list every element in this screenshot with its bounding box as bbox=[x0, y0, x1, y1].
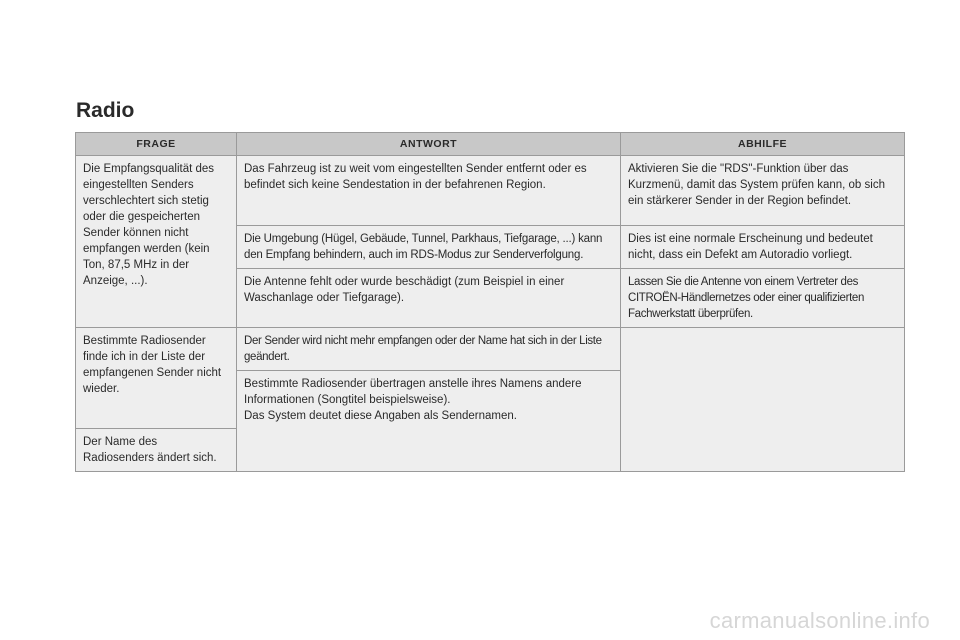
answer-cell: Bestimmte Radiosender übertragen anstelle ihres Namens andere Informationen (Songtitel beispielsweise). Das System deutet diese Angaben als Sendernamen. bbox=[237, 371, 621, 472]
table-row bbox=[76, 328, 905, 371]
answer-cell: Die Umgebung (Hügel, Gebäude, Tunnel, Parkhaus, Tiefgarage, ...) kann den Empfang behindern, auch im RDS-Modus zur Senderverfolgung. bbox=[237, 226, 621, 269]
answer-cell: Der Sender wird nicht mehr empfangen oder der Name hat sich in der Liste geändert. bbox=[237, 328, 621, 371]
remedy-cell: Dies ist eine normale Erscheinung und bedeutet nicht, dass ein Defekt am Autoradio vorliegt. bbox=[621, 226, 905, 269]
remedy-cell: Aktivieren Sie die "RDS"-Funktion über das Kurzmenü, damit das System prüfen kann, ob sich ein stärkerer Sender in der Region befindet. bbox=[621, 156, 905, 226]
table-header-row bbox=[76, 133, 905, 156]
remedy-cell-empty bbox=[621, 328, 905, 472]
page-title: Radio bbox=[76, 99, 135, 122]
column-header-antwort: ANTWORT bbox=[237, 133, 621, 156]
question-cell: Der Name des Radiosenders ändert sich. bbox=[76, 429, 237, 472]
question-cell: Bestimmte Radiosender finde ich in der Liste der empfangenen Sender nicht wieder. bbox=[76, 328, 237, 429]
faq-table bbox=[75, 132, 905, 472]
answer-cell: Das Fahrzeug ist zu weit vom eingestellten Sender entfernt oder es befindet sich keine Sendestation in der befahrenen Region. bbox=[237, 156, 621, 226]
table-row bbox=[76, 156, 905, 226]
column-header-abhilfe: ABHILFE bbox=[621, 133, 905, 156]
answer-cell: Die Antenne fehlt oder wurde beschädigt (zum Beispiel in einer Waschanlage oder Tiefgarage). bbox=[237, 269, 621, 328]
watermark: carmanualsonline.info bbox=[709, 608, 930, 633]
question-cell: Die Empfangsqualität des eingestellten Senders verschlechtert sich stetig oder die gespeicherten Sender können nicht empfangen werden (kein Ton, 87,5 MHz in der Anzeige, ...). bbox=[76, 156, 237, 328]
remedy-cell: Lassen Sie die Antenne von einem Vertreter des CITROËN-Händlernetzes oder einer qualifizierten Fachwerkstatt überprüfen. bbox=[621, 269, 905, 328]
column-header-frage: FRAGE bbox=[76, 133, 237, 156]
